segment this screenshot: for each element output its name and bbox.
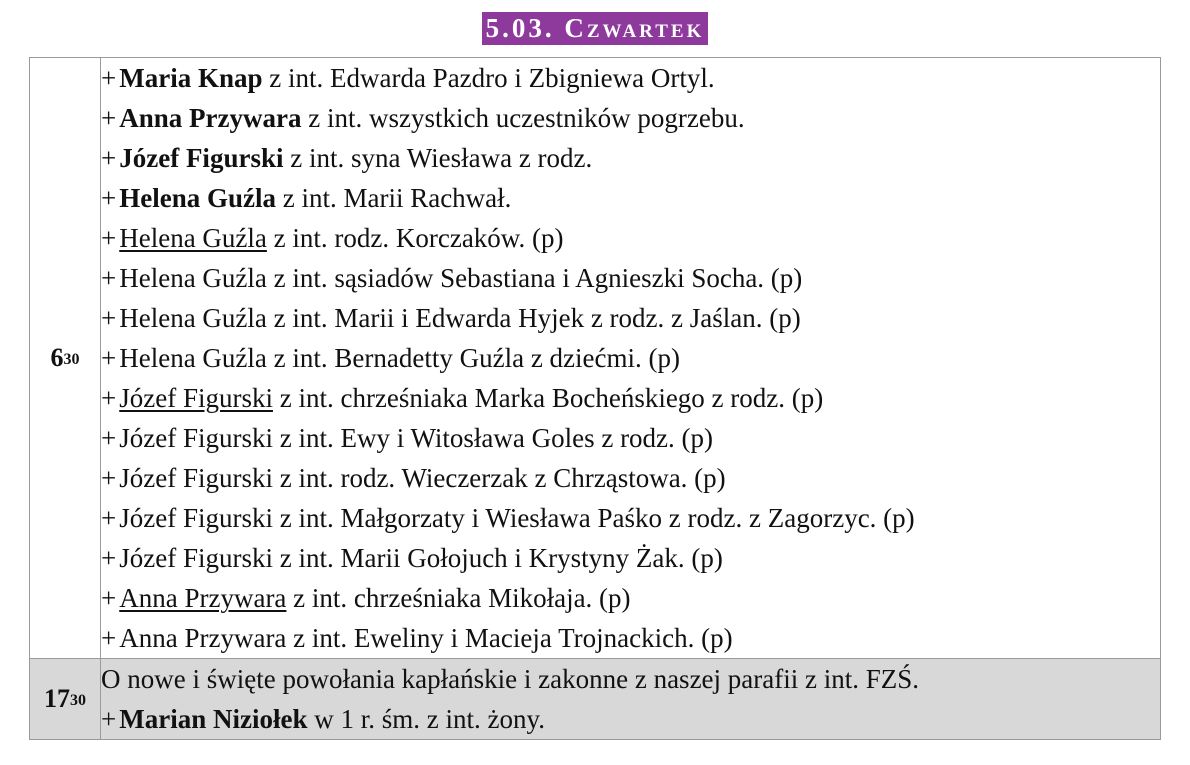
intention-text: z int. Marii Gołojuch i Krystyny Żak. (p) (272, 543, 723, 573)
intention-text: z int. Marii i Edwarda Hyjek z rodz. z Jaślan. (p) (266, 303, 801, 333)
mass-time-hour: 6 (50, 343, 64, 372)
mass-time (30, 659, 101, 740)
mass-time-minutes: 30 (63, 351, 80, 368)
day-heading-wrap (0, 12, 1190, 45)
intention-line (101, 298, 1160, 338)
intention-text: z int. Małgorzaty i Wiesława Paśko z rodz. z Zagorzyc. (p) (272, 503, 915, 533)
deceased-name: Helena Guźla (119, 263, 267, 293)
intention-text: z int. chrześniaka Marka Bocheńskiego z rodz. (p) (272, 383, 824, 413)
cross-mark: + (101, 583, 117, 613)
cross-mark: + (101, 143, 117, 173)
intention-text: z int. Bernadetty Guźla z dziećmi. (p) (266, 343, 680, 373)
intention-line (101, 538, 1160, 578)
deceased-name: Helena Guźla (119, 223, 267, 253)
mass-time-minutes: 30 (70, 692, 86, 709)
intention-line (101, 58, 1160, 98)
deceased-name: Maria Knap (119, 63, 263, 93)
intention-text: z int. Marii Rachwał. (275, 183, 512, 213)
mass-time-hour: 17 (44, 684, 70, 713)
intention-line (101, 699, 1160, 739)
deceased-name: Anna Przywara (119, 103, 302, 133)
intention-text: z int. rodz. Korczaków. (p) (266, 223, 564, 253)
deceased-name: Józef Figurski (119, 143, 284, 173)
intention-line (101, 218, 1160, 258)
cross-mark: + (101, 704, 117, 734)
intention-text: z int. rodz. Wieczerzak z Chrząstowa. (p) (272, 463, 726, 493)
intention-text: z int. syna Wiesława z rodz. (283, 143, 593, 173)
cross-mark: + (101, 183, 117, 213)
mass-schedule-table (29, 57, 1161, 740)
intentions-list (101, 58, 1161, 659)
intention-line (101, 378, 1160, 418)
intention-line (101, 418, 1160, 458)
intention-line (101, 659, 1160, 699)
deceased-name: Józef Figurski (119, 503, 273, 533)
deceased-name: Helena Guźla (119, 343, 267, 373)
intention-line (101, 458, 1160, 498)
intention-line (101, 618, 1160, 658)
intention-line (101, 578, 1160, 618)
deceased-name: Józef Figurski (119, 543, 273, 573)
intention-line (101, 178, 1160, 218)
cross-mark: + (101, 263, 117, 293)
deceased-name: Józef Figurski (119, 423, 273, 453)
intention-line (101, 98, 1160, 138)
intention-line (101, 498, 1160, 538)
intention-text: z int. chrześniaka Mikołaja. (p) (286, 583, 631, 613)
mass-row (30, 58, 1161, 659)
intention-line (101, 338, 1160, 378)
intention-text: z int. Ewy i Witosława Goles z rodz. (p) (272, 423, 714, 453)
deceased-name: Marian Niziołek (119, 704, 308, 734)
deceased-name: Anna Przywara (119, 623, 287, 653)
intention-line (101, 258, 1160, 298)
day-heading: 5.03. Czwartek (482, 12, 709, 45)
deceased-name: Anna Przywara (119, 583, 287, 613)
cross-mark: + (101, 543, 117, 573)
cross-mark: + (101, 423, 117, 453)
intention-line (101, 138, 1160, 178)
cross-mark: + (101, 503, 117, 533)
intention-text: O nowe i święte powołania kapłańskie i zakonne z naszej parafii z int. FZŚ. (101, 664, 920, 694)
mass-row (30, 659, 1161, 740)
cross-mark: + (101, 383, 117, 413)
deceased-name: Helena Guźla (119, 183, 276, 213)
cross-mark: + (101, 223, 117, 253)
intention-text: z int. Edwarda Pazdro i Zbigniewa Ortyl. (262, 63, 715, 93)
cross-mark: + (101, 623, 117, 653)
cross-mark: + (101, 463, 117, 493)
deceased-name: Józef Figurski (119, 383, 273, 413)
cross-mark: + (101, 103, 117, 133)
mass-time (30, 58, 101, 659)
deceased-name: Helena Guźla (119, 303, 267, 333)
cross-mark: + (101, 303, 117, 333)
intention-text: z int. Eweliny i Macieja Trojnackich. (p) (286, 623, 733, 653)
intention-text: w 1 r. śm. z int. żony. (307, 704, 545, 734)
intention-text: z int. wszystkich uczestników pogrzebu. (301, 103, 745, 133)
intentions-list (101, 659, 1161, 740)
intention-text: z int. sąsiadów Sebastiana i Agnieszki Socha. (p) (266, 263, 803, 293)
cross-mark: + (101, 63, 117, 93)
deceased-name: Józef Figurski (119, 463, 273, 493)
cross-mark: + (101, 343, 117, 373)
